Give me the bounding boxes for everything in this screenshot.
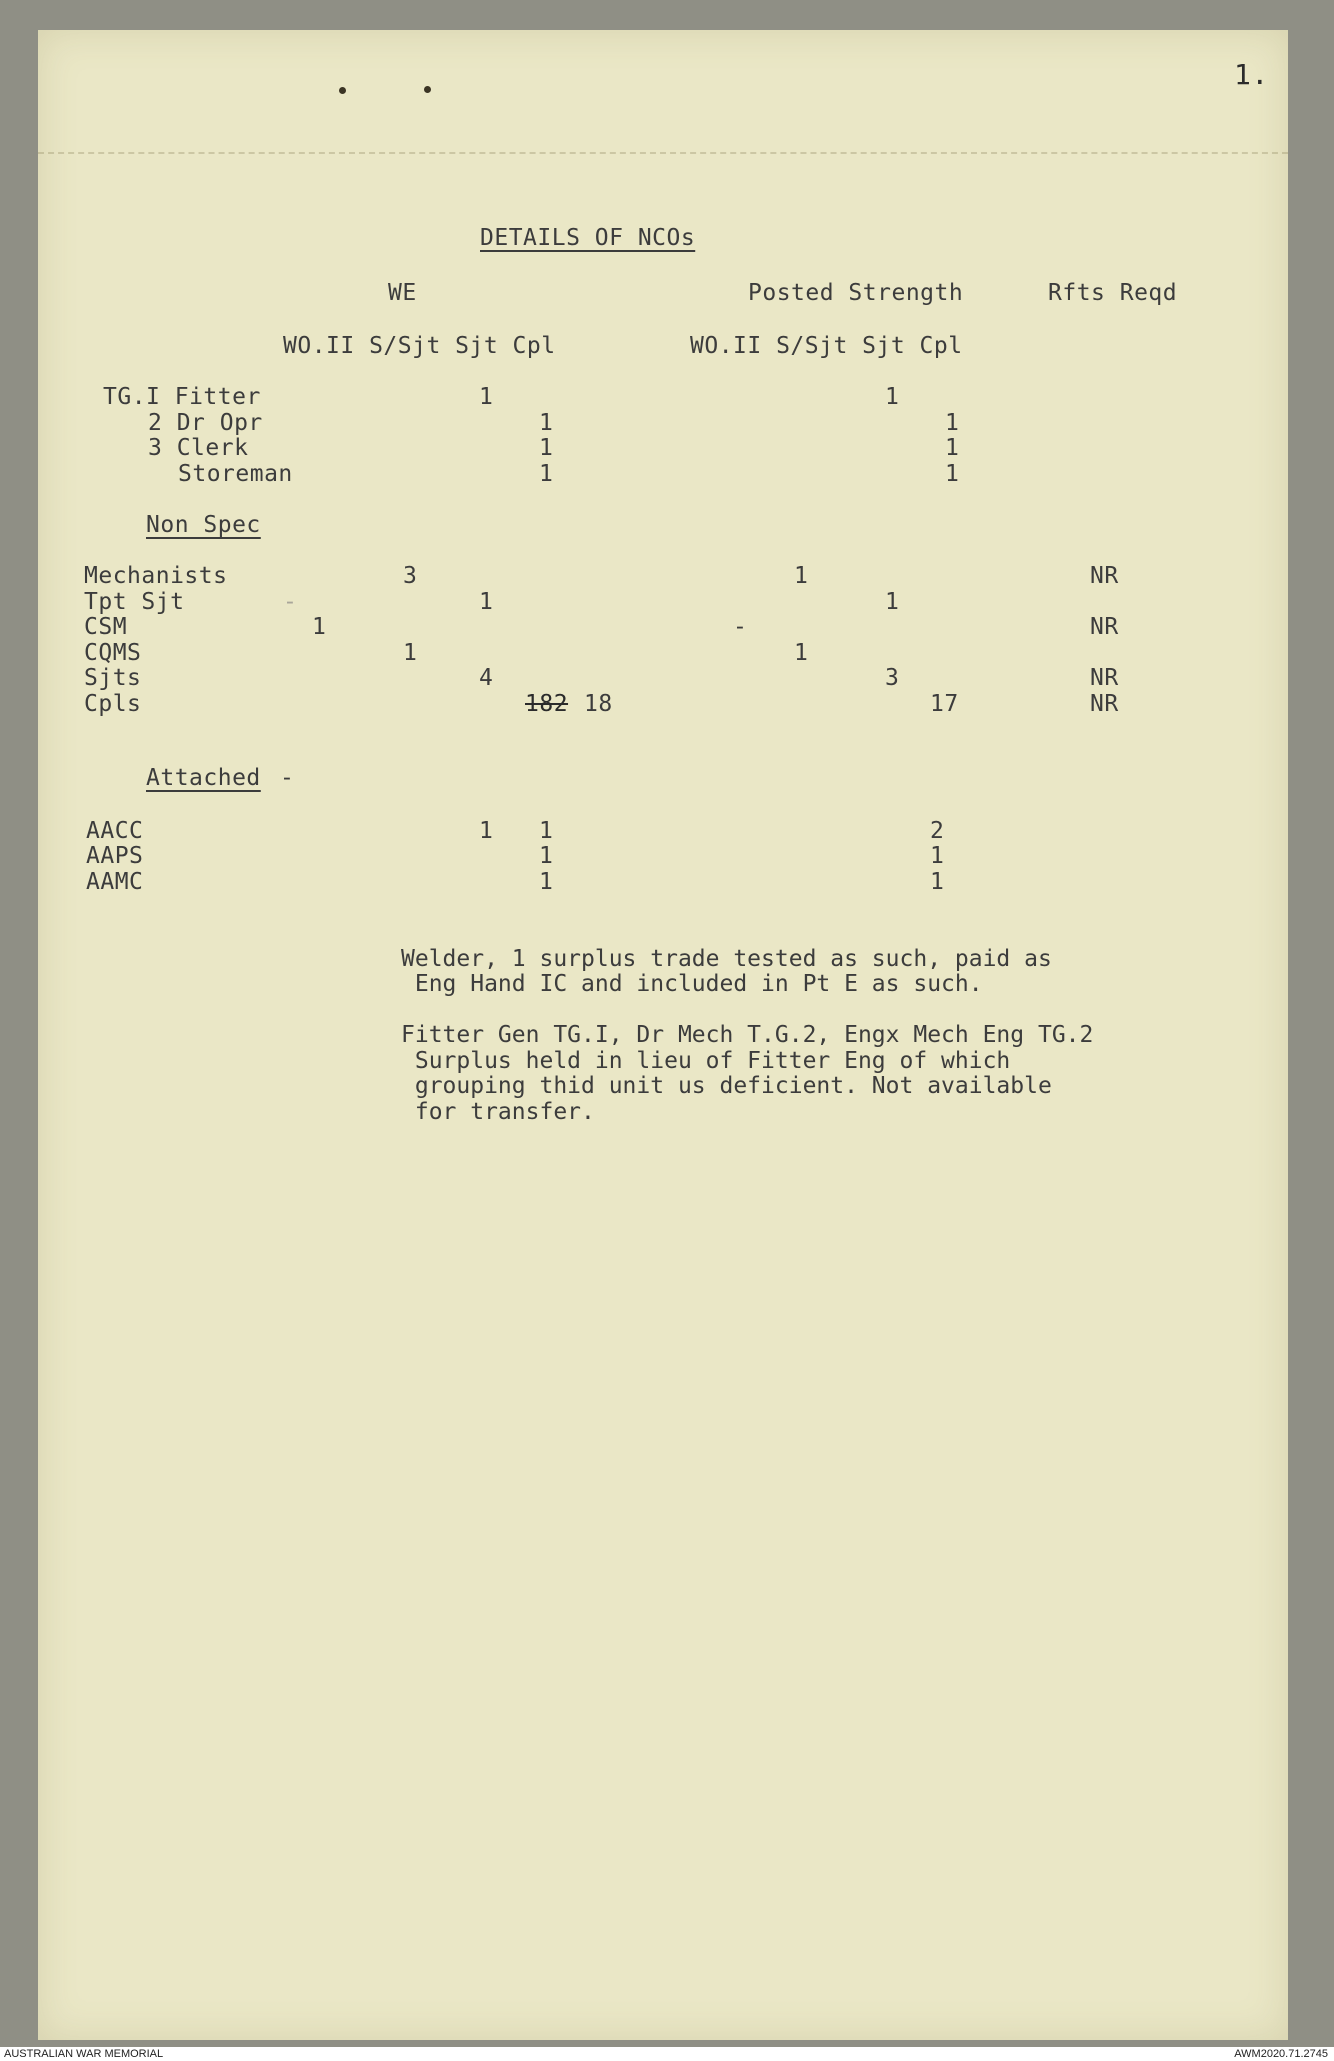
rfts-value: NR xyxy=(1090,563,1119,589)
we-cpl-value: 1 xyxy=(539,843,554,869)
non-spec-label: CSM xyxy=(84,614,128,640)
posted-value: 1 xyxy=(945,461,960,487)
we-dash: - xyxy=(283,589,298,615)
posted-value: 1 xyxy=(945,410,960,436)
non-spec-label: Tpt Sjt xyxy=(84,589,185,615)
we-value: 4 xyxy=(479,665,494,691)
attached-mark: - xyxy=(280,765,295,791)
rfts-value: NR xyxy=(1090,665,1119,691)
page-title: DETAILS OF NCOs xyxy=(480,225,696,251)
non-spec-label: Cpls xyxy=(84,691,142,717)
note-line: Welder, 1 surplus trade tested as such, paid as xyxy=(401,946,1052,972)
posted-value: 1 xyxy=(794,640,809,666)
posted-value: 1 xyxy=(930,843,945,869)
footer-source: AUSTRALIAN WAR MEMORIAL xyxy=(4,2048,164,2060)
we-value: 3 xyxy=(403,563,418,589)
rfts-value: NR xyxy=(1090,614,1119,640)
we-sjt-value: 1 xyxy=(479,818,494,844)
note-line: for transfer. xyxy=(401,1099,595,1125)
we-value: 1 xyxy=(539,435,554,461)
posted-value: 1 xyxy=(885,589,900,615)
punch-hole xyxy=(424,86,431,93)
we-value: 1 xyxy=(479,589,494,615)
we-value: 1 xyxy=(403,640,418,666)
trade-label: Storeman xyxy=(178,461,293,487)
trade-label: TG.I Fitter xyxy=(103,384,261,410)
posted-value: 3 xyxy=(885,665,900,691)
footer-accession: AWM2020.71.2745 xyxy=(1234,2048,1328,2060)
posted-value: 1 xyxy=(885,384,900,410)
note-line: Eng Hand IC and included in Pt E as such. xyxy=(401,971,983,997)
we-value: 18 xyxy=(584,691,613,717)
rfts-value: NR xyxy=(1090,691,1119,717)
we-value: 1 xyxy=(539,461,554,487)
trade-label: 2 Dr Opr xyxy=(148,410,263,436)
we-value: 1 xyxy=(539,410,554,436)
we-cpl-value: 1 xyxy=(539,869,554,895)
page-number: 1. xyxy=(1234,58,1269,91)
posted-value: 1 xyxy=(930,869,945,895)
fold-line xyxy=(38,152,1288,154)
we-value: 1 xyxy=(312,614,327,640)
posted-value: 1 xyxy=(794,563,809,589)
note-line: Fitter Gen TG.I, Dr Mech T.G.2, Engx Mech Eng TG.2 xyxy=(401,1022,1094,1048)
attached-label: AAPS xyxy=(86,843,144,869)
rfts-reqd-header: Rfts Reqd xyxy=(1048,280,1178,306)
we-value: 1 xyxy=(479,384,494,410)
we-rank-headers: WO.II S/Sjt Sjt Cpl xyxy=(283,333,556,359)
posted-strength-header: Posted Strength xyxy=(748,280,964,306)
non-spec-heading: Non Spec xyxy=(146,512,261,538)
non-spec-label: Mechanists xyxy=(84,563,228,589)
non-spec-label: Sjts xyxy=(84,665,142,691)
note-line: Surplus held in lieu of Fitter Eng of which xyxy=(401,1048,1011,1074)
posted-value: - xyxy=(733,614,748,640)
posted-value: 17 xyxy=(930,691,959,717)
non-spec-label: CQMS xyxy=(84,640,142,666)
we-header: WE xyxy=(388,280,417,306)
punch-hole xyxy=(339,87,346,94)
posted-value: 1 xyxy=(945,435,960,461)
attached-heading: Attached xyxy=(146,765,261,791)
attached-label: AAMC xyxy=(86,869,144,895)
posted-value: 2 xyxy=(930,818,945,844)
posted-rank-headers: WO.II S/Sjt Sjt Cpl xyxy=(690,333,963,359)
we-cpl-value: 1 xyxy=(539,818,554,844)
note-line: grouping thid unit us deficient. Not available xyxy=(401,1073,1052,1099)
attached-label: AACC xyxy=(86,818,144,844)
trade-label: 3 Clerk xyxy=(148,435,249,461)
we-struck-value: 182 xyxy=(525,691,569,717)
